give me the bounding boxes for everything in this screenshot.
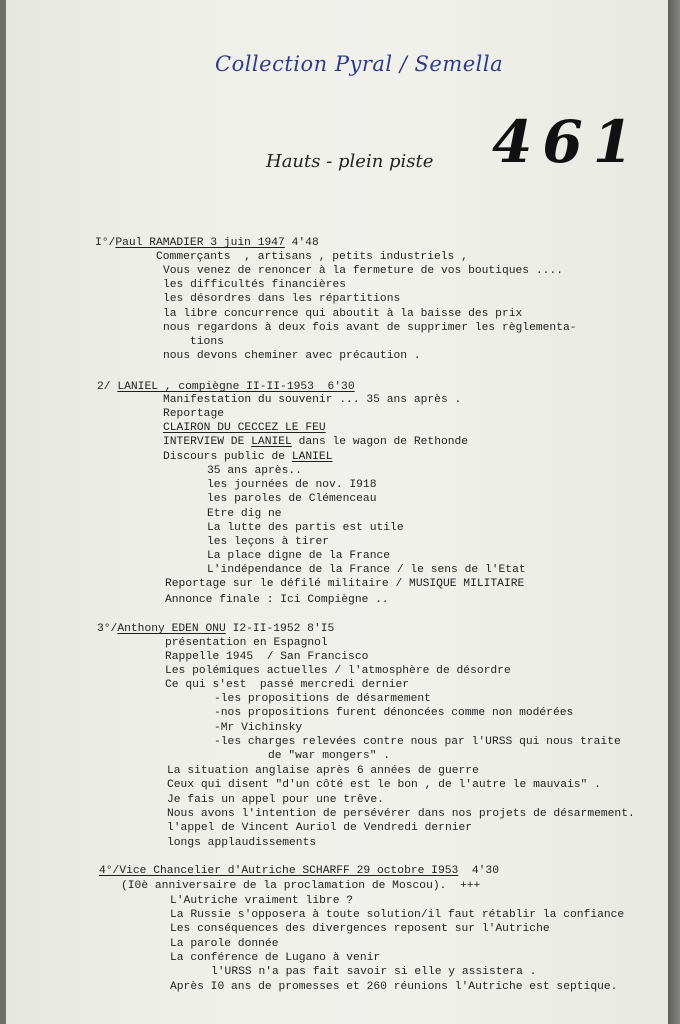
section-4-heading: 4°/Vice Chancelier d'Autriche SCHARFF 29 octobre I953 4'30 bbox=[99, 865, 499, 877]
section-2-line: Annonce finale : Ici Compiègne .. bbox=[165, 594, 389, 606]
section-4-line: La conférence de Lugano à venir bbox=[170, 952, 381, 964]
section-1-line: les difficultés financières bbox=[163, 279, 347, 291]
section-1-line: nous devons cheminer avec précaution . bbox=[163, 350, 421, 362]
section-2-line: Discours public de LANIEL bbox=[163, 451, 333, 463]
section-4-line: L'Autriche vraiment libre ? bbox=[170, 895, 354, 907]
section-2-line: La lutte des partis est utile bbox=[207, 522, 404, 534]
section-2-line: La place digne de la France bbox=[207, 550, 391, 562]
section-3-line: l'appel de Vincent Auriol de Vendredi dernier bbox=[167, 822, 473, 834]
section-4-line: La Russie s'opposera à toute solution/il faut rétablir la confiance bbox=[170, 909, 625, 921]
section-3-line: -nos propositions furent dénoncées comme non modérées bbox=[214, 707, 574, 719]
section-1-line: Commerçants , artisans , petits industriels , bbox=[156, 251, 468, 263]
section-3-line: -Mr Vichinsky bbox=[214, 722, 303, 734]
document-number: 461 bbox=[492, 108, 644, 176]
section-3-line: -les charges relevées contre nous par l'URSS qui nous traite bbox=[214, 736, 621, 748]
section-3-line: de "war mongers" . bbox=[268, 750, 391, 762]
section-4-line: Les conséquences des divergences reposent sur l'Autriche bbox=[170, 923, 550, 935]
section-2-line: Etre dig ne bbox=[207, 508, 282, 520]
section-1-line: nous regardons à deux fois avant de supprimer les règlementa- bbox=[163, 322, 577, 334]
section-2-line: les paroles de Clémenceau bbox=[207, 493, 377, 505]
section-3-line: Ce qui s'est passé mercredi dernier bbox=[165, 679, 410, 691]
section-1-line: tions bbox=[190, 336, 224, 348]
section-1-line: la libre concurrence qui aboutit à la baisse des prix bbox=[163, 308, 523, 320]
page-edge-shadow bbox=[668, 0, 680, 1024]
section-2-line: les journées de nov. I918 bbox=[207, 479, 377, 491]
section-3-line: Nous avons l'intention de persévérer dans nos projets de désarmement. bbox=[167, 808, 635, 820]
section-2-heading: 2/ LANIEL , compiègne II-II-1953 6'30 bbox=[97, 381, 355, 393]
section-2-line: Reportage sur le défilé militaire / MUSIQUE MILITAIRE bbox=[165, 578, 525, 590]
section-4-line: Après I0 ans de promesses et 260 réunions l'Autriche est septique. bbox=[170, 981, 618, 993]
section-3-heading: 3°/Anthony EDEN ONU I2-II-1952 8'I5 bbox=[97, 623, 335, 635]
section-4-line: l'URSS n'a pas fait savoir si elle y assistera . bbox=[211, 966, 537, 978]
section-2-line: les leçons à tirer bbox=[207, 536, 330, 548]
section-2-line: L'indépendance de la France / le sens de l'Etat bbox=[207, 564, 526, 576]
section-3-line: longs applaudissements bbox=[167, 837, 317, 849]
handwritten-collection-note: Collection Pyral / Semella bbox=[215, 52, 504, 76]
section-3-line: Je fais un appel pour une trêve. bbox=[167, 794, 384, 806]
section-1-line: les désordres dans les répartitions bbox=[163, 293, 401, 305]
section-3-line: Rappelle 1945 / San Francisco bbox=[165, 651, 369, 663]
handwritten-annotation: Hauts - plein piste bbox=[266, 151, 434, 172]
section-3-line: Les polémiques actuelles / l'atmosphère de désordre bbox=[165, 665, 511, 677]
section-4-line: La parole donnée bbox=[170, 938, 279, 950]
section-3-line: -les propositions de désarmement bbox=[214, 693, 431, 705]
section-2-line: Manifestation du souvenir ... 35 ans après . bbox=[163, 394, 462, 406]
section-3-line: présentation en Espagnol bbox=[165, 637, 328, 649]
section-2-line: CLAIRON DU CECCEZ LE FEU bbox=[163, 422, 326, 434]
section-2-line: INTERVIEW DE LANIEL dans le wagon de Rethonde bbox=[163, 436, 469, 448]
section-3-line: Ceux qui disent "d'un côté est le bon , de l'autre le mauvais" . bbox=[167, 779, 601, 791]
section-2-line: 35 ans après.. bbox=[207, 465, 302, 477]
section-2-line: Reportage bbox=[163, 408, 225, 420]
section-3-line: La situation anglaise après 6 années de guerre bbox=[167, 765, 479, 777]
section-4-line: (I0è anniversaire de la proclamation de Moscou). +++ bbox=[121, 880, 481, 892]
section-1-heading: I°/Paul RAMADIER 3 juin 1947 4'48 bbox=[95, 237, 319, 249]
section-1-line: Vous venez de renoncer à la fermeture de vos boutiques .... bbox=[163, 265, 563, 277]
